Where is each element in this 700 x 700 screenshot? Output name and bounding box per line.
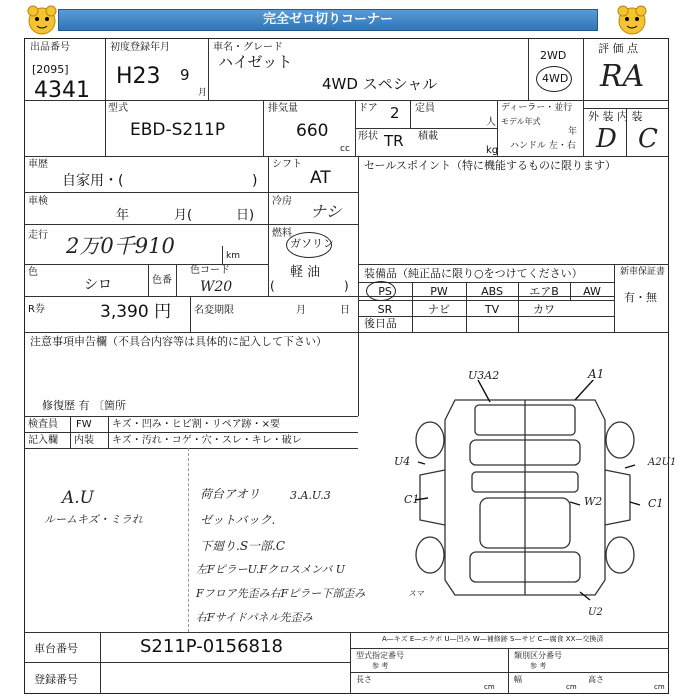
- equipment-label: 装備品（純正品に限り○をつけてください）: [364, 267, 583, 280]
- deadline-label: 名変期限: [194, 305, 234, 316]
- deadline-day: 日: [340, 305, 350, 316]
- mark-c1-right: C1: [648, 497, 664, 510]
- inspector-items1: キズ・凹み・ヒビ割・リペア跡・×要: [112, 419, 280, 430]
- car-grade: 4WD スペシャル: [322, 75, 438, 93]
- lot-label: 出品番号: [30, 42, 70, 53]
- drive-4wd: 4WD: [542, 72, 569, 85]
- fuel-diesel: 軽 油: [290, 265, 321, 280]
- note-right-3: 下廻り.S一部.C: [200, 539, 286, 553]
- inspection-day: 日): [236, 208, 255, 223]
- model-year-unit: 年: [568, 127, 578, 137]
- dim-width: 幅: [514, 675, 522, 684]
- mark-w2: W2: [584, 495, 603, 508]
- inspector-code1: FW: [76, 419, 92, 430]
- mascot-right-icon: [615, 5, 649, 37]
- note-left-1: A.U: [62, 488, 95, 508]
- shape-label: 形状: [358, 131, 378, 142]
- note-right-1: 荷台アオリ: [200, 487, 260, 501]
- note-left-2: ルームキズ・ミラれ: [44, 513, 143, 526]
- history-value: 自家用・(: [62, 173, 124, 189]
- fuel-label: 燃料: [272, 228, 292, 239]
- grade-label: 評 価 点: [598, 42, 638, 55]
- mileage-label: 走行: [28, 230, 48, 241]
- model-value: EBD-S211P: [130, 120, 226, 140]
- mark-c1-left: C1: [404, 493, 420, 506]
- inspector-items2: キズ・汚れ・コゲ・穴・スレ・キレ・破レ: [112, 435, 302, 446]
- class-spec-label: 類別区分番号: [514, 651, 562, 660]
- car-label: 車名・グレード: [213, 42, 283, 53]
- equip-leather: カワ: [533, 303, 555, 316]
- history-close: ): [252, 173, 258, 189]
- dim-width-unit: cm: [566, 683, 577, 691]
- class-spec-ref: 参 考: [530, 662, 547, 670]
- rear-items-label: 後日品: [364, 317, 397, 330]
- model-year-label: モデル年式: [501, 117, 541, 126]
- mark-a2u1: A2U1: [648, 457, 677, 468]
- plate-label: 登録番号: [34, 673, 78, 686]
- vehicle-diagram: [400, 380, 650, 610]
- inspection-year: 年: [116, 208, 130, 223]
- equip-tv: TV: [484, 303, 500, 316]
- shift-value: AT: [310, 168, 331, 188]
- model-label: 型式: [108, 103, 128, 114]
- load-unit: kg: [486, 145, 499, 156]
- dim-height-unit: cm: [654, 683, 665, 691]
- mileage-unit: km: [226, 251, 240, 261]
- notes-label: 注意事項申告欄（不具合内容等は具体的に記入して下さい）: [30, 335, 327, 348]
- handle-label: ハンドル 左・右: [510, 141, 576, 151]
- mark-u4: U4: [394, 455, 411, 468]
- ext-int-label: 外 装 内 装: [588, 110, 643, 123]
- capacity-label: 定員: [415, 103, 435, 114]
- displacement-label: 排気量: [268, 103, 298, 114]
- registration-label: 初度登録年月: [110, 42, 170, 53]
- equip-abs: ABS: [481, 285, 503, 298]
- fuel-paren: (: [270, 279, 275, 293]
- dealer-label: ディーラー・並行: [501, 103, 573, 113]
- inspection-month: 月(: [174, 208, 193, 223]
- aircon-value: ナシ: [310, 202, 342, 221]
- mark-a1: A1: [588, 367, 605, 381]
- equip-ps: PS: [378, 285, 392, 298]
- inspector-label: 検査員: [28, 419, 58, 430]
- mascot-left-icon: [25, 5, 59, 37]
- load-label: 積載: [418, 131, 438, 142]
- deadline-month: 月: [296, 305, 306, 316]
- shift-label: シフト: [272, 159, 302, 170]
- fuel-paren-close: ): [344, 279, 349, 293]
- repair-history: 修復歴 有 〔箇所: [42, 399, 126, 412]
- page-title-bar: [58, 9, 598, 31]
- type-spec-ref: 参 考: [372, 662, 389, 670]
- color-no-label: 色番: [152, 275, 172, 286]
- color-code-label: 色コード: [190, 265, 230, 276]
- registration-month-unit: 月: [198, 88, 208, 98]
- grade-score: RA: [600, 59, 645, 94]
- equip-pw: PW: [430, 285, 448, 298]
- dim-height: 高さ: [588, 675, 604, 684]
- page-title: 完全ゼロ切りコーナー: [262, 12, 393, 27]
- mark-sma: スマ: [408, 589, 424, 598]
- capacity-unit: 人: [486, 117, 496, 128]
- note-right-5: Fフロア先歪み右Fピラー下部歪み: [196, 587, 366, 600]
- inspection-label: 車検: [28, 196, 48, 207]
- recycle-value: 3,390 円: [100, 302, 172, 322]
- inspector-code2: 内装: [74, 435, 94, 446]
- note-right-4: 左FピラーU.Fクロスメンバ U: [196, 563, 346, 576]
- note-right-1b: 3.A.U.3: [290, 489, 331, 502]
- sales-point-label: セールスポイント（特に機能するものに限ります）: [364, 159, 617, 172]
- chassis-label: 車台番号: [34, 642, 78, 655]
- entry-label: 記入欄: [28, 435, 58, 446]
- displacement-value: 660: [296, 121, 329, 141]
- mark-u3a2: U3A2: [468, 369, 500, 382]
- warranty-label: 新車保証書: [620, 267, 666, 277]
- doors-value: 2: [390, 104, 400, 122]
- interior-grade: C: [638, 124, 658, 154]
- equip-sr: SR: [377, 303, 393, 316]
- equip-aw: AW: [583, 285, 601, 298]
- dim-length: 長さ: [356, 675, 372, 684]
- type-spec-label: 型式指定番号: [356, 651, 404, 660]
- note-right-6: 右Fサイドパネル先歪み: [196, 611, 313, 624]
- warranty-value: 有・無: [624, 291, 657, 304]
- displacement-unit: cc: [340, 144, 350, 154]
- equip-navi: ナビ: [428, 303, 450, 316]
- fuel-gas: ガソリン: [290, 237, 334, 250]
- drive-2wd: 2WD: [540, 49, 567, 62]
- color-value: シロ: [84, 277, 112, 293]
- registration-year: H23: [116, 64, 161, 89]
- aircon-label: 冷房: [272, 196, 292, 207]
- exterior-grade: D: [596, 124, 617, 154]
- equip-airbag: エアB: [529, 285, 559, 298]
- doors-label: ドア: [358, 103, 378, 114]
- car-name: ハイゼット: [218, 53, 293, 71]
- lot-number: 4341: [34, 78, 90, 103]
- recycle-label: R券: [28, 304, 45, 315]
- mark-u2: U2: [588, 607, 603, 618]
- color-label: 色: [28, 267, 38, 278]
- registration-month: 9: [180, 66, 190, 84]
- dim-length-unit: cm: [484, 683, 495, 691]
- mileage-value: 2万0千910: [66, 234, 175, 258]
- damage-legend: A—キズ E—エクボ U—凹み W—補修跡 S—サビ C—腐食 XX—交換済: [382, 635, 604, 643]
- shape-value: TR: [384, 132, 404, 150]
- color-code: W20: [200, 279, 233, 295]
- lot-sub: [2095]: [32, 63, 69, 76]
- history-label: 車歴: [28, 159, 48, 170]
- note-right-2: ゼットバック.: [200, 513, 276, 527]
- chassis-number: S211P-0156818: [140, 636, 283, 657]
